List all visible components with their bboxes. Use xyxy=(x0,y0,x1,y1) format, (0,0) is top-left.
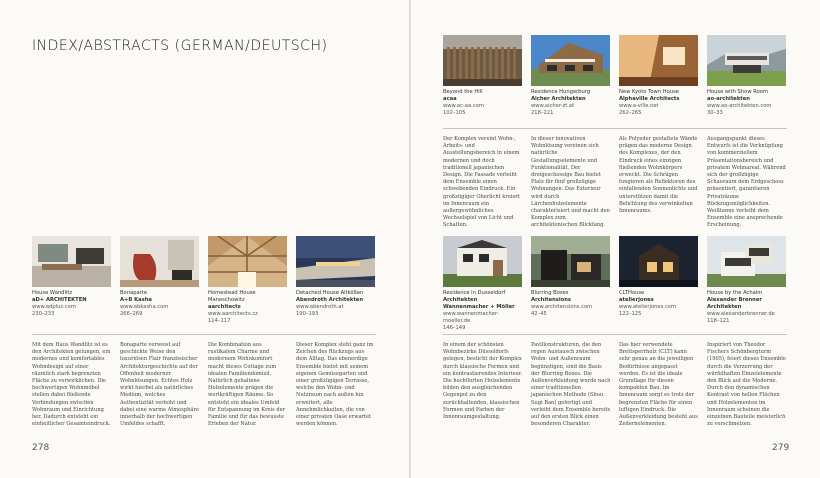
architect-website: www.ao-architekten.com xyxy=(707,103,772,109)
page-range: 102–105 xyxy=(443,110,466,116)
page-range: 42–45 xyxy=(531,311,547,317)
photo-house-with-show-room xyxy=(707,35,786,86)
caption-detached-house xyxy=(296,290,376,318)
project-name: House Wandlitz xyxy=(32,290,73,296)
caption-clthouse xyxy=(619,290,699,318)
project-name: Blurring Boxes xyxy=(531,290,569,296)
architect-website: www.atelierjones.com xyxy=(619,304,677,310)
project-name: House with Show Room xyxy=(707,89,768,95)
abstract-house-with-show-room: Ausgangspunkt dieses Entwurfs ist die Verknüpfung von kommerziellem Präsentationsbereich und privatem Wohnareal. Während sich der großzügige Schauraum dem Erdgeschoss präsentiert, garantieren Privaträume Rückzugsmöglichkeiten. Weißtanne verleiht dem Ensemble eine ansprechende Erscheinung. xyxy=(707,136,786,229)
abstract-bonaparte: Bonaparte verweist auf geschickte Weise den luxuriösen Flair französischer Architekturgeschichte auf der Offenheit moderner Wohnlösungen. Echtes Holz wirkt hierbei als natürliches Medium, welches Authentizität verleiht und dabei eine warme Atmosphäre innerhalb der hochwertigen Umfeldes schafft. xyxy=(120,342,199,428)
photo-beyond-the-hill xyxy=(443,35,522,86)
architect-name: Architensions xyxy=(531,297,572,303)
abstract-house-wandlitz: Mit dem Haus Wandlitz ist es den Architekten gelungen, ein modernes und komfortables Wohndesign auf einer räumlich stark begrenzten Fläche zu verwirklichen. Die hochwertigen Wohnmöbel stellen dabei fließende Verbindungen zwischen Wohnraum und Einrichtung her. Dadurch entsteht ein einheitlicher Gesamteindruck. xyxy=(32,342,111,428)
caption-bonaparte xyxy=(120,290,200,318)
photo-house-wandlitz xyxy=(32,236,111,287)
architect-website: www.aarchitects.cz xyxy=(208,311,258,317)
photo-clthouse xyxy=(619,236,698,287)
architect-name: aD+ ARCHITEKTEN xyxy=(32,297,87,303)
photo-house-by-the-achalm xyxy=(707,236,786,287)
caption-new-kyoto-town-house xyxy=(619,89,699,117)
caption-house-by-the-achalm xyxy=(707,290,787,325)
architect-website: www.alexanderbrenner.de xyxy=(707,311,775,317)
caption-house-with-show-room xyxy=(707,89,787,117)
photo-detached-house-altkoessen xyxy=(296,236,375,287)
caption-residence-hungerburg xyxy=(531,89,611,117)
page-range: 30–33 xyxy=(707,110,723,116)
abstract-blurring-boxes: Pavillonstrukturen, die den regen Austausch zwischen Wohn- und Außenraum begünstigen, sind die Basis der Blurring Boxes. Die Außenverkleidung wurde nach einer traditionellen japanischen Methode (Shou Sugi Ban) gefertigt und verleiht dem Ensemble bereits auf den ersten Blick einen besonderen Charakter. xyxy=(531,342,611,428)
architect-website: www.architensions.com xyxy=(531,304,593,310)
project-name: New Kyoto Town House xyxy=(619,89,679,95)
abstract-clthouse: Das hier verwendete Brettsperrholz (CLT) kann sehr genau an die jeweiligen Bedürfnisse angepasst werden. Es ist die ideale Grundlage für diesen kompakten Bau. Im Innenraum sorgt es trotz der begrenzten Fläche für einen luftigen Eindruck. Die Außenverkleidung besteht aus Zedernelementen. xyxy=(619,342,698,428)
architect-website: www.adplus.com xyxy=(32,304,76,310)
architect-website: www.abkasha.com xyxy=(120,304,169,310)
abstract-new-kyoto-town-house: Als Polyeder gestaltete Wände prägen das moderne Design des Komplexes, der den Eindruck eines einzigen fließenden Wohnkörpers erweckt. Die Schrägen fungieren als Reflektoren des einfallenden Sonnenlichts und unterstützen damit die Belichtung des verwinkelten Innenraums. xyxy=(619,136,698,215)
project-name: House by the Achalm xyxy=(707,290,763,296)
abstract-beyond-the-hill: Der Komplex vereint Wohn-, Arbeits- und Ausstellungsbereich in einem modernen und doch traditionell japanischen Design. Die Fassade verleiht dem Ensemble einen schwebenden Eindruck. Ein großzügiger Oberlicht kreiert im Innenraum ein außergewöhnliches Wechselspiel von Licht und Schatten. xyxy=(443,136,520,229)
page-range: 218–221 xyxy=(531,110,554,116)
caption-blurring-boxes xyxy=(531,290,611,318)
page-range: 146–149 xyxy=(443,325,466,331)
divider-rule xyxy=(32,334,376,335)
caption-house-wandlitz xyxy=(32,290,112,318)
caption-homestead-house xyxy=(208,290,288,325)
architect-website: www.ac-aa.com xyxy=(443,103,484,109)
page-range: 230–233 xyxy=(32,311,55,317)
caption-residence-in-dusseldorf xyxy=(443,290,523,332)
page-range: 266–269 xyxy=(120,311,143,317)
page-range: 118–121 xyxy=(707,318,730,324)
photo-residence-in-dusseldorf xyxy=(443,236,522,287)
photo-homestead-house-maneschowitz xyxy=(208,236,287,287)
photo-new-kyoto-town-house xyxy=(619,35,698,86)
photo-residence-hungerburg xyxy=(531,35,610,86)
abstract-detached-house: Dieser Komplex steht ganz im Zeichen des Rückzugs aus dem Alltag. Das ebenerdige Ensemble bietet mit seinem eigenen Gemüsegarten und einer großzügigen Terrasse, welche den Wohn- und Nutzraum nach außen hin erweitert, alle Annehmlichkeiten, die von einer privaten Oase erwartet werden können. xyxy=(296,342,374,428)
page-range: 262–265 xyxy=(619,110,642,116)
project-name: Bonaparte xyxy=(120,290,148,296)
project-name: Beyond the Hill xyxy=(443,89,483,95)
divider-rule xyxy=(443,128,787,129)
architect-website: www.aicher-zt.at xyxy=(531,103,575,109)
architect-name: Aicher Architekten xyxy=(531,96,586,102)
architect-name: Alexander Brenner Architekten xyxy=(707,297,762,310)
project-name: Residence Hungerburg xyxy=(531,89,591,95)
abstract-homestead-house: Die Kombination aus rustikalem Charme und modernem Wohnkomfort macht dieses Cottage zum idealen Familiendomizil. Natürlich gehaltene Holzelemente prägen die wertkräftigen Räume. So entsteht ein ideales Umfeld für Entspannung im Kreis der Familie und für das bewusste Erleben der Natur. xyxy=(208,342,286,428)
architect-website: www.abendroth.at xyxy=(296,304,344,310)
page-number-left: 278 xyxy=(32,443,50,453)
abstract-residence-hungerburg: In dieser innovativen Wohnlösung vereinen sich natürliche Gestaltungselemente und Funktionalität. Der dreigeschossige Bau bietet Platz für fünf großzügige Wohnungen. Das Exterieur wird durch Lärchenholzelemente charakterisiert und macht den Komplex zum architektonischen Blickfang. xyxy=(531,136,610,229)
architect-name: ao-architekten xyxy=(707,96,750,102)
architect-name: aarchitects xyxy=(208,304,241,310)
project-name: Residence in Dusseldorf xyxy=(443,290,506,296)
page-range: 190–193 xyxy=(296,311,319,317)
project-name: Homestead House Maneschowitz xyxy=(208,290,256,303)
architect-name: atelierjones xyxy=(619,297,654,303)
architect-name: A+B Kasha xyxy=(120,297,152,303)
architect-name: Architekten Wannenmacher + Möller xyxy=(443,297,515,310)
architect-website: www.wannenmacher-moeller.de xyxy=(443,311,499,324)
photo-blurring-boxes xyxy=(531,236,610,287)
page-range: 114–117 xyxy=(208,318,231,324)
architect-name: Alphaville Architects xyxy=(619,96,680,102)
page-title: INDEX/ABSTRACTS (GERMAN/DEUTSCH) xyxy=(32,38,328,54)
photo-bonaparte xyxy=(120,236,199,287)
project-name: CLTHouse xyxy=(619,290,645,296)
book-gutter xyxy=(409,0,411,478)
architect-website: www.a-ville.net xyxy=(619,103,659,109)
divider-rule xyxy=(443,334,787,335)
caption-beyond-the-hill xyxy=(443,89,523,117)
page-range: 122–125 xyxy=(619,311,642,317)
abstract-house-by-the-achalm: Inspiriert von Theodor Fischers Schönbergturm (1905), feiert dieses Ensemble durch die Verzerrung der würfelhaften Einzelelemente den Blick auf die Moderne. Durch den dynamischen Kontrast von hellen Flächen und Holzelementen im Innenraum scheinen die einzelnen Bauteile meisterlich zu verschmelzen. xyxy=(707,342,786,428)
project-name: Detached House Altkößen xyxy=(296,290,364,296)
architect-name: acaa xyxy=(443,96,457,102)
architect-name: Abendroth Architekten xyxy=(296,297,364,303)
page-number-right: 279 xyxy=(772,443,790,453)
abstract-residence-in-dusseldorf: In einem der schönsten Wohnbezirke Düsseldorfs gelegen, besticht der Komplex durch klassische Formen und ein kontrastierendes Interieur. Die hochflorten Holzelemente bilden den ausgleichenden Gegenpol zu den zurückhaltenden, klassischen Formen und Farben der Innenraumgestaltung. xyxy=(443,342,523,421)
